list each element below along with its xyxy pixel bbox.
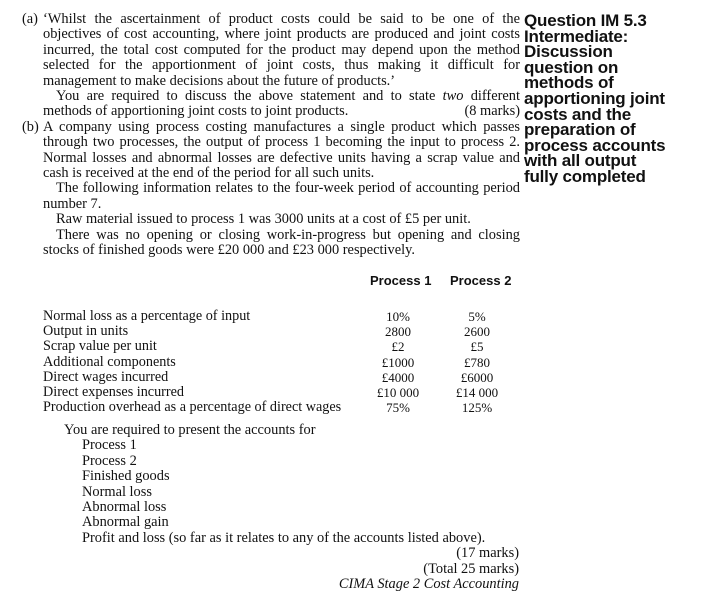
part-a [22,12,520,120]
part-b-intro: A company using process costing manufactures a single product which passes through two processes, the output of process 1 becoming the input to process 2. Normal losses and abnormal losses are defective units having a scrap value and cash is received at the end of the period for all such units. [43,118,520,182]
heading-line: with all output [524,151,637,171]
list-item: Profit and loss (so far as it relates to any of the accounts listed above). [82,529,486,546]
heading-line: preparation of [524,120,636,140]
table-row [43,355,518,370]
cell-p1: £10 000 [376,384,420,400]
heading-line: Intermediate: [524,26,629,46]
part-b [22,120,520,259]
row-label: Direct wages incurred [43,368,169,385]
question-heading [524,13,702,185]
heading-line: process accounts [524,135,666,155]
heading-line: methods of [524,73,614,93]
part-b-para3: There was no opening or closing work-in-progress but opening and closing stocks of finished goods were £20 000 and £23 000 respectively. [43,226,520,259]
part-a-marks: (8 marks) [464,103,520,120]
row-label: Normal loss as a percentage of input [43,308,251,324]
list-item: Process 2 [82,452,137,469]
table-row [43,370,518,385]
part-a-requirement: You are required to discuss the above statement and to state two different methods of apportioning joint costs to joint products. [43,88,520,120]
part-a-label: (a) [22,11,38,27]
row-label: Additional components [43,353,176,370]
cell-p2: £5 [470,339,484,355]
table-row [43,309,518,324]
question-body [22,12,520,259]
list-item: Abnormal loss [82,499,167,516]
cell-p1: £4000 [381,369,415,385]
header-process-2: Process 2 [450,273,512,288]
cell-p1: 75% [386,400,410,416]
row-label: Output in units [43,323,129,340]
part-b-para1: The following information relates to the four-week period of accounting period number 7. [43,180,520,212]
list-item: Finished goods [82,468,170,485]
list-item: Process 1 [82,437,137,454]
heading-line: costs and the [524,104,631,124]
cell-p2: £780 [464,354,490,370]
row-label: Direct expenses incurred [43,383,185,400]
cell-p1: 10% [386,309,410,324]
table-row [43,385,518,400]
heading-line: apportioning joint [524,88,665,108]
row-label: Production overhead as a percentage of direct wages [43,399,342,416]
row-label: Scrap value per unit [43,338,157,355]
table-row [43,339,518,354]
heading-line: Discussion [524,42,613,62]
accounts-requirement [64,423,519,592]
cell-p1: 2800 [385,324,411,340]
cell-p2: 5% [468,309,486,324]
part-b-label: (b) [22,118,39,135]
cell-p1: £1000 [381,354,415,370]
cell-p1: £2 [391,339,405,355]
list-item: Abnormal gain [82,514,169,531]
heading-line: fully completed [524,166,646,186]
cell-p2: £14 000 [455,384,499,400]
header-process-1: Process 1 [370,273,432,288]
process-data-table [43,273,518,415]
part-a-quote: ‘Whilst the ascertainment of product costs could be said to be one of the objectives of cost accounting, where joint products are produced and joint costs incurred, the total cost computed for the product may depend upon the method selected for the apportionment of joint costs, thus making it difficult for management to make decisions about the future of products.’ [43,11,520,89]
cell-p2: 2600 [464,324,490,340]
source-citation: CIMA Stage 2 Cost Accounting [338,576,519,593]
heading-line: question on [524,57,619,77]
table-row [43,400,518,415]
table-header [43,273,518,309]
table-row [43,324,518,339]
part-b-para2: Raw material issued to process 1 was 3000 units at a cost of £5 per unit. [56,211,471,228]
heading-line: Question IM 5.3 [524,11,647,30]
cell-p2: £6000 [460,369,494,385]
part-b-marks: (17 marks) [456,545,519,562]
requirement-intro: You are required to present the accounts for [64,422,316,438]
list-item: Normal loss [82,483,152,500]
total-marks: (Total 25 marks) [423,560,519,577]
cell-p2: 125% [461,400,493,416]
